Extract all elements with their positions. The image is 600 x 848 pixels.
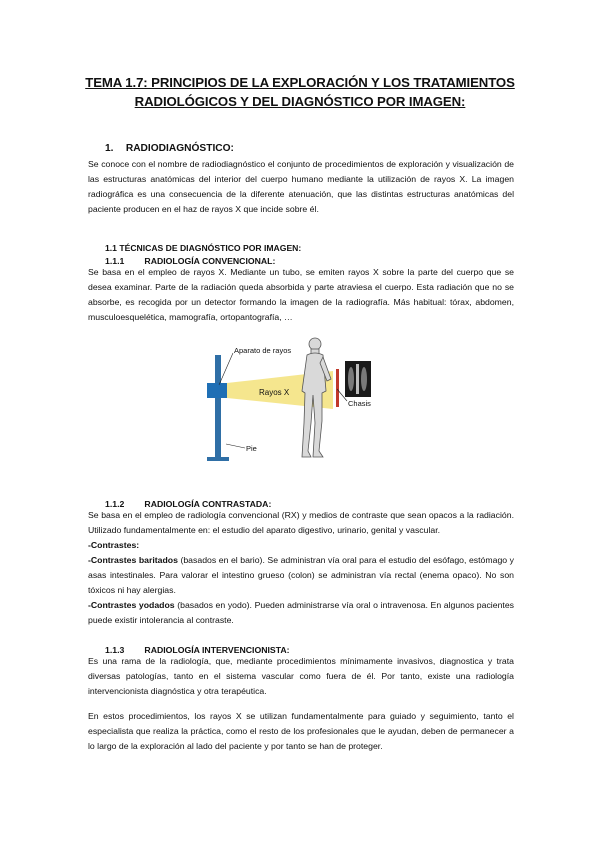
chassis-plate xyxy=(336,369,339,407)
xray-apparatus-figure xyxy=(205,333,375,463)
chassis-label: Chasis xyxy=(348,399,371,408)
barium-text: (basados en el bario). Se administran vía oral para el estudio del esófago, estómago y asas intestinales. Para valorar el intestino grueso (colon) se administran vía rectal (enema opaco). No son tóxicos ni hay alergias. xyxy=(88,555,514,595)
heading-text: RADIOLOGÍA INTERVENCIONISTA: xyxy=(144,645,290,655)
barium-label: -Contrastes baritados xyxy=(88,555,178,565)
heading-number: 1.1.1 xyxy=(105,256,125,266)
heading-number: 1.1.3 xyxy=(105,645,125,655)
rays-label: Rayos X xyxy=(259,388,290,397)
radiologia-contrastada-block xyxy=(88,508,514,628)
intervencionista-paragraph-2: En estos procedimientos, los rayos X se utilizan fundamentalmente para guiado y seguimiento, tanto el especialista que realiza la práctica, como el resto de los profesionales que le ayudan, deben de permanecer a lo largo de la exploración al lado del paciente y por tanto se han de proteger. xyxy=(88,711,514,751)
iodine-label: -Contrastes yodados xyxy=(88,600,175,610)
stand-label: Pie xyxy=(246,444,257,453)
radiograph-thumbnail xyxy=(345,361,371,397)
iodine-text: (basados en yodo). Pueden administrarse vía oral o intravenosa. En algunos pacientes puede existir intolerancia al contraste. xyxy=(88,600,514,625)
page-title: TEMA 1.7: PRINCIPIOS DE LA EXPLORACIÓN Y LOS TRATAMIENTOS RADIOLÓGICOS Y DEL DIAGNÓSTICO POR IMAGEN: xyxy=(85,75,515,109)
radiologia-convencional-paragraph: Se basa en el empleo de rayos X. Mediante un tubo, se emiten rayos X sobre la parte del cuerpo que se desea examinar. Parte de la radiación queda absorbida y parte atraviesa el cuerpo. Esta radiación que no se absorbe, es recogida por un detector formando la imagen de la radiografía. Más habitual: tórax, abdomen, musculoesquelética, mamografía, ortopantografía, … xyxy=(88,267,514,322)
barium-contrast-item xyxy=(88,553,514,598)
heading-text: RADIOLOGÍA CONVENCIONAL: xyxy=(144,256,276,266)
section-heading-radiodiagnostico xyxy=(105,143,234,154)
intervencionista-paragraph-1: Es una rama de la radiología, que, mediante procedimientos mínimamente invasivos, diagnostica y trata diversas patologías, tanto en el sistema vascular como fuera de él. Por tanto, existe una radiología intervencionista diagnóstica y otra terapéutica. xyxy=(88,656,514,696)
stand-base xyxy=(207,457,229,461)
subsection-heading-tecnicas: 1.1 TÉCNICAS DE DIAGNÓSTICO POR IMAGEN: xyxy=(105,243,302,253)
heading-text: RADIOLOGÍA CONTRASTADA: xyxy=(144,499,272,509)
apparatus-label: Aparato de rayos xyxy=(234,346,292,355)
xray-tube xyxy=(207,383,227,398)
radiodiagnostico-paragraph: Se conoce con el nombre de radiodiagnóstico el conjunto de procedimientos de exploración y visualización de las estructuras anatómicas del interior del cuerpo humano mediante la utilización de rayos X. La imagen radiográfica es una consecuencia de la diferente atenuación, que las distintas estructuras anatómicas del paciente producen en el haz de rayos X que incide sobre él. xyxy=(88,159,514,214)
contrasts-label: -Contrastes: xyxy=(88,540,140,550)
heading-number: 1.1.2 xyxy=(105,499,125,509)
stand-pole xyxy=(215,355,221,459)
iodine-contrast-item xyxy=(88,598,514,628)
contrastada-paragraph: Se basa en el empleo de radiología convencional (RX) y medios de contraste que sean opacos a la radiación. Utilizado fundamentalmente en: el estudio del aparato digestivo, urinario, genital y vascular. xyxy=(88,510,514,535)
section-number: 1. xyxy=(105,143,114,154)
section-heading-text: RADIODIAGNÓSTICO: xyxy=(125,143,234,154)
